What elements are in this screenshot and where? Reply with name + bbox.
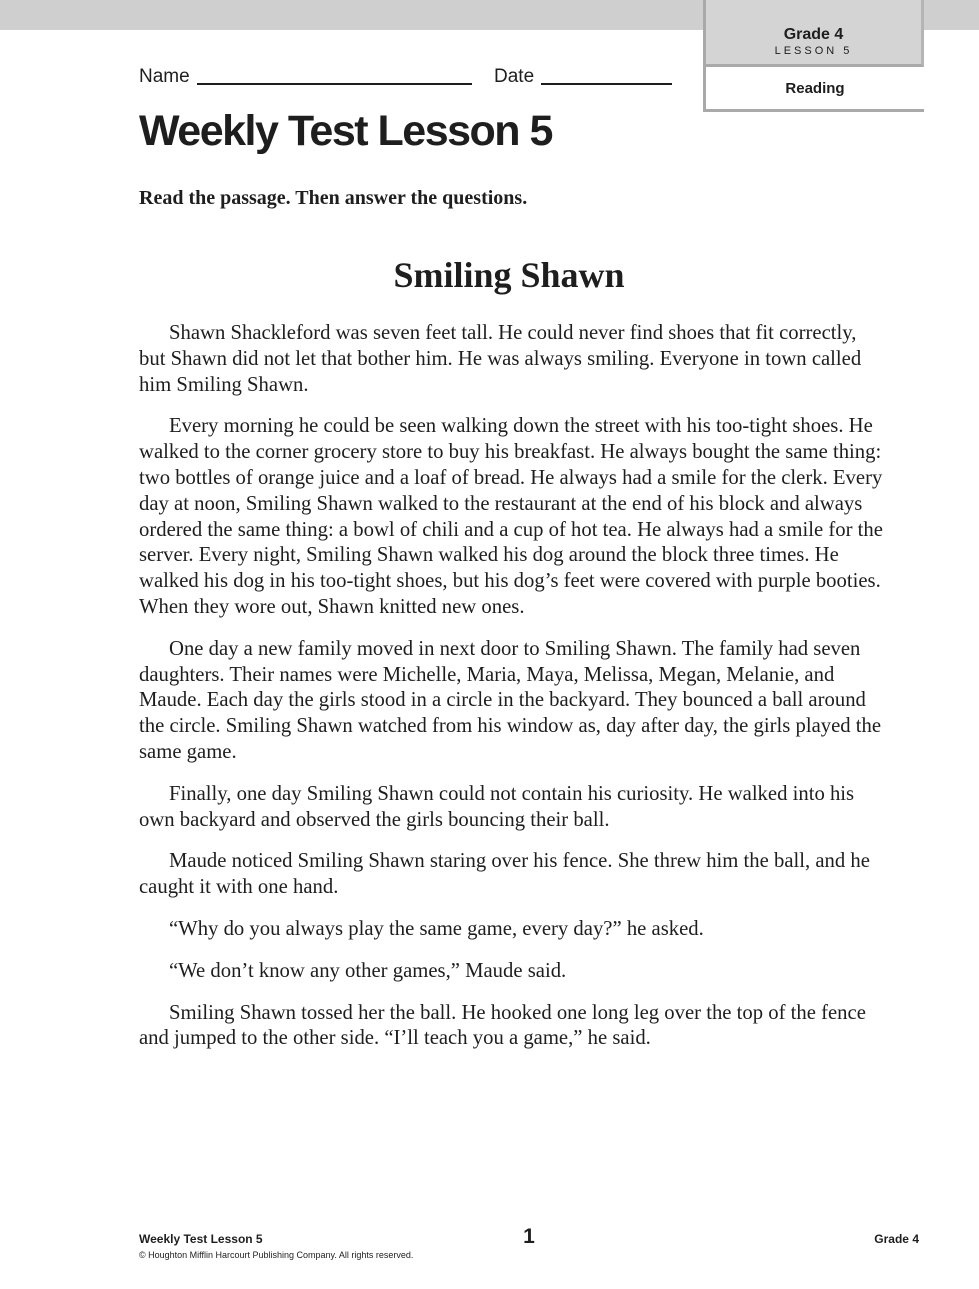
passage-paragraph: Maude noticed Smiling Shawn staring over his fence. She threw him the ball, and he caught it with one hand. (139, 850, 870, 899)
passage-paragraph: “We don’t know any other games,” Maude said. (169, 959, 567, 982)
passage-body (139, 321, 885, 1068)
name-label: Name (139, 66, 190, 87)
date-label: Date (494, 66, 535, 87)
footer-test-title: Weekly Test Lesson 5 (139, 1232, 263, 1246)
passage-paragraph: Shawn Shackleford was seven feet tall. He could never find shoes that fit correctly, but Shawn did not let that bother him. He was always smiling. Everyone in town called him Smiling Shawn. (139, 322, 862, 396)
passage-paragraph: Every morning he could be seen walking down the street with his too-tight shoes. He walked to the corner grocery store to buy his breakfast. He always bought the same thing: two bottles of orange juice and a loaf of bread. He always had a smile for the clerk. Every day at noon, Smiling Shawn walked to the restaurant at the end of his block and always ordered the same thing: a bowl of chili and a cup of hot tea. He always had a smile for the server. Every night, Smiling Shawn walked his dog around the block three times. He walked his dog in his too-tight shoes, but his dog’s feet were covered with purple booties. When they wore out, Shawn knitted new ones. (139, 415, 883, 618)
passage-paragraph: One day a new family moved in next door to Smiling Shawn. The family had seven daughters. Their names were Michelle, Maria, Maya, Melissa, Megan, Melanie, and Maude. Each day the girls stood in a circle in the backyard. They bounced a ball around the circle. Smiling Shawn watched from his window as, day after day, the girls played the same game. (139, 637, 882, 763)
passage-paragraph: Finally, one day Smiling Shawn could not contain his curiosity. He walked into his own backyard and observed the girls bouncing their ball. (139, 782, 855, 831)
subject-label: Reading (785, 80, 845, 97)
passage-paragraph: Smiling Shawn tossed her the ball. He hooked one long leg over the top of the fence and jumped to the other side. “I’ll teach you a game,” he said. (139, 1001, 866, 1050)
page-title: Weekly Test Lesson 5 (139, 107, 552, 155)
lesson-label: LESSON 5 (774, 45, 853, 57)
footer-copyright: © Houghton Mifflin Harcourt Publishing Company. All rights reserved. (139, 1250, 414, 1260)
passage-paragraph: “Why do you always play the same game, every day?” he asked. (169, 917, 704, 940)
date-field-line[interactable] (541, 83, 672, 85)
footer-grade: Grade 4 (874, 1232, 919, 1246)
passage-title: Smiling Shawn (393, 255, 625, 295)
page-number: 1 (523, 1225, 535, 1248)
grade-label: Grade 4 (783, 26, 844, 43)
grade-tab (703, 0, 924, 112)
name-field-line[interactable] (197, 83, 472, 85)
name-date-row (139, 66, 679, 90)
grade-box (706, 0, 924, 67)
instructions: Read the passage. Then answer the questions. (139, 187, 528, 209)
